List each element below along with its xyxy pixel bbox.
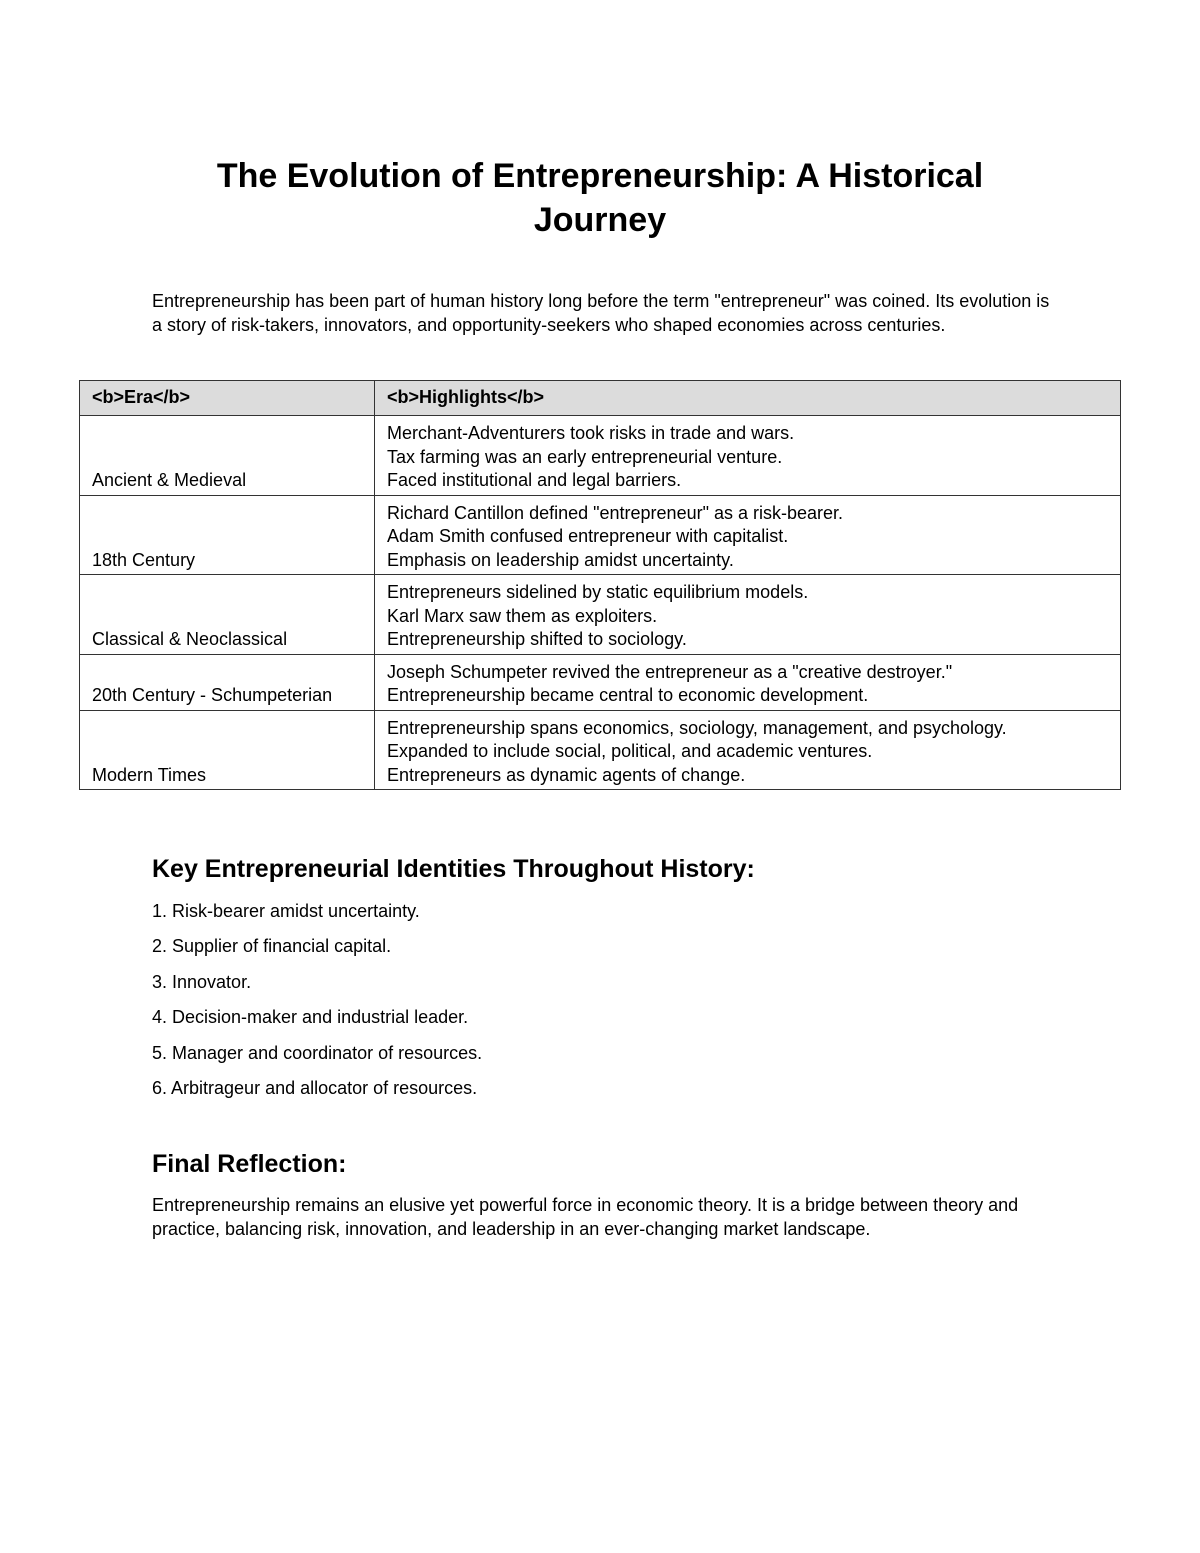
- era-cell: 18th Century: [80, 495, 375, 575]
- highlight-line: Entrepreneurship shifted to sociology.: [387, 629, 687, 649]
- table-row: [80, 575, 1121, 655]
- list-item: 3. Innovator.: [152, 971, 252, 992]
- header-highlights: <b>Highlights</b>: [375, 381, 1121, 416]
- era-cell: Classical & Neoclassical: [80, 575, 375, 655]
- table-row: [80, 495, 1121, 575]
- list-item: 6. Arbitrageur and allocator of resources.: [152, 1077, 478, 1098]
- highlight-line: Entrepreneurship became central to economic development.: [387, 685, 869, 705]
- table-row: [80, 710, 1121, 790]
- reflection-heading: Final Reflection:: [152, 1150, 347, 1178]
- header-era: <b>Era</b>: [80, 381, 375, 416]
- highlight-line: Entrepreneurs sidelined by static equilibrium models.: [387, 582, 809, 602]
- highlight-line: Tax farming was an early entrepreneurial venture.: [387, 446, 783, 467]
- identities-list: [152, 899, 482, 1111]
- highlights-cell: [375, 710, 1121, 790]
- highlight-line: Adam Smith confused entrepreneur with capitalist.: [387, 526, 789, 546]
- list-item: 1. Risk-bearer amidst uncertainty.: [152, 901, 420, 921]
- table-row: [80, 416, 1121, 496]
- table-row: [80, 654, 1121, 710]
- era-cell: Ancient & Medieval: [80, 416, 375, 496]
- era-table: [79, 380, 1121, 790]
- highlight-line: Karl Marx saw them as exploiters.: [387, 605, 658, 626]
- era-cell: Modern Times: [80, 710, 375, 790]
- identities-heading: Key Entrepreneurial Identities Throughout History:: [152, 855, 755, 883]
- highlights-cell: [375, 575, 1121, 655]
- highlight-line: Richard Cantillon defined "entrepreneur" as a risk-bearer.: [387, 502, 844, 523]
- highlight-line: Entrepreneurs as dynamic agents of change.: [387, 764, 746, 785]
- highlight-line: Entrepreneurship spans economics, sociology, management, and psychology.: [387, 717, 1007, 738]
- highlights-cell: [375, 654, 1121, 710]
- highlights-cell: [375, 416, 1121, 496]
- highlights-cell: [375, 495, 1121, 575]
- highlight-line: Emphasis on leadership amidst uncertainty.: [387, 549, 734, 570]
- era-cell: 20th Century - Schumpeterian: [80, 654, 375, 710]
- list-item: 5. Manager and coordinator of resources.: [152, 1042, 483, 1063]
- list-item: 2. Supplier of financial capital.: [152, 936, 392, 957]
- table-header-row: [80, 381, 1121, 416]
- highlight-line: Faced institutional and legal barriers.: [387, 470, 682, 490]
- list-item: 4. Decision-maker and industrial leader.: [152, 1007, 469, 1028]
- highlight-line: Merchant-Adventurers took risks in trade and wars.: [387, 423, 795, 443]
- highlight-line: Expanded to include social, political, and academic ventures.: [387, 741, 873, 761]
- page-title: The Evolution of Entrepreneurship: A Historical Journey: [216, 157, 984, 239]
- reflection-paragraph: Entrepreneurship remains an elusive yet powerful force in economic theory. It is a bridge between theory and practice, balancing risk, innovation, and leadership in an ever-changing market landscape.: [152, 1195, 1019, 1239]
- intro-paragraph: Entrepreneurship has been part of human history long before the term "entrepreneur" was coined. Its evolution is a story of risk-takers, innovators, and opportunity-seekers who shaped economies across centuries.: [152, 291, 1050, 335]
- highlight-line: Joseph Schumpeter revived the entrepreneur as a "creative destroyer.": [387, 661, 953, 682]
